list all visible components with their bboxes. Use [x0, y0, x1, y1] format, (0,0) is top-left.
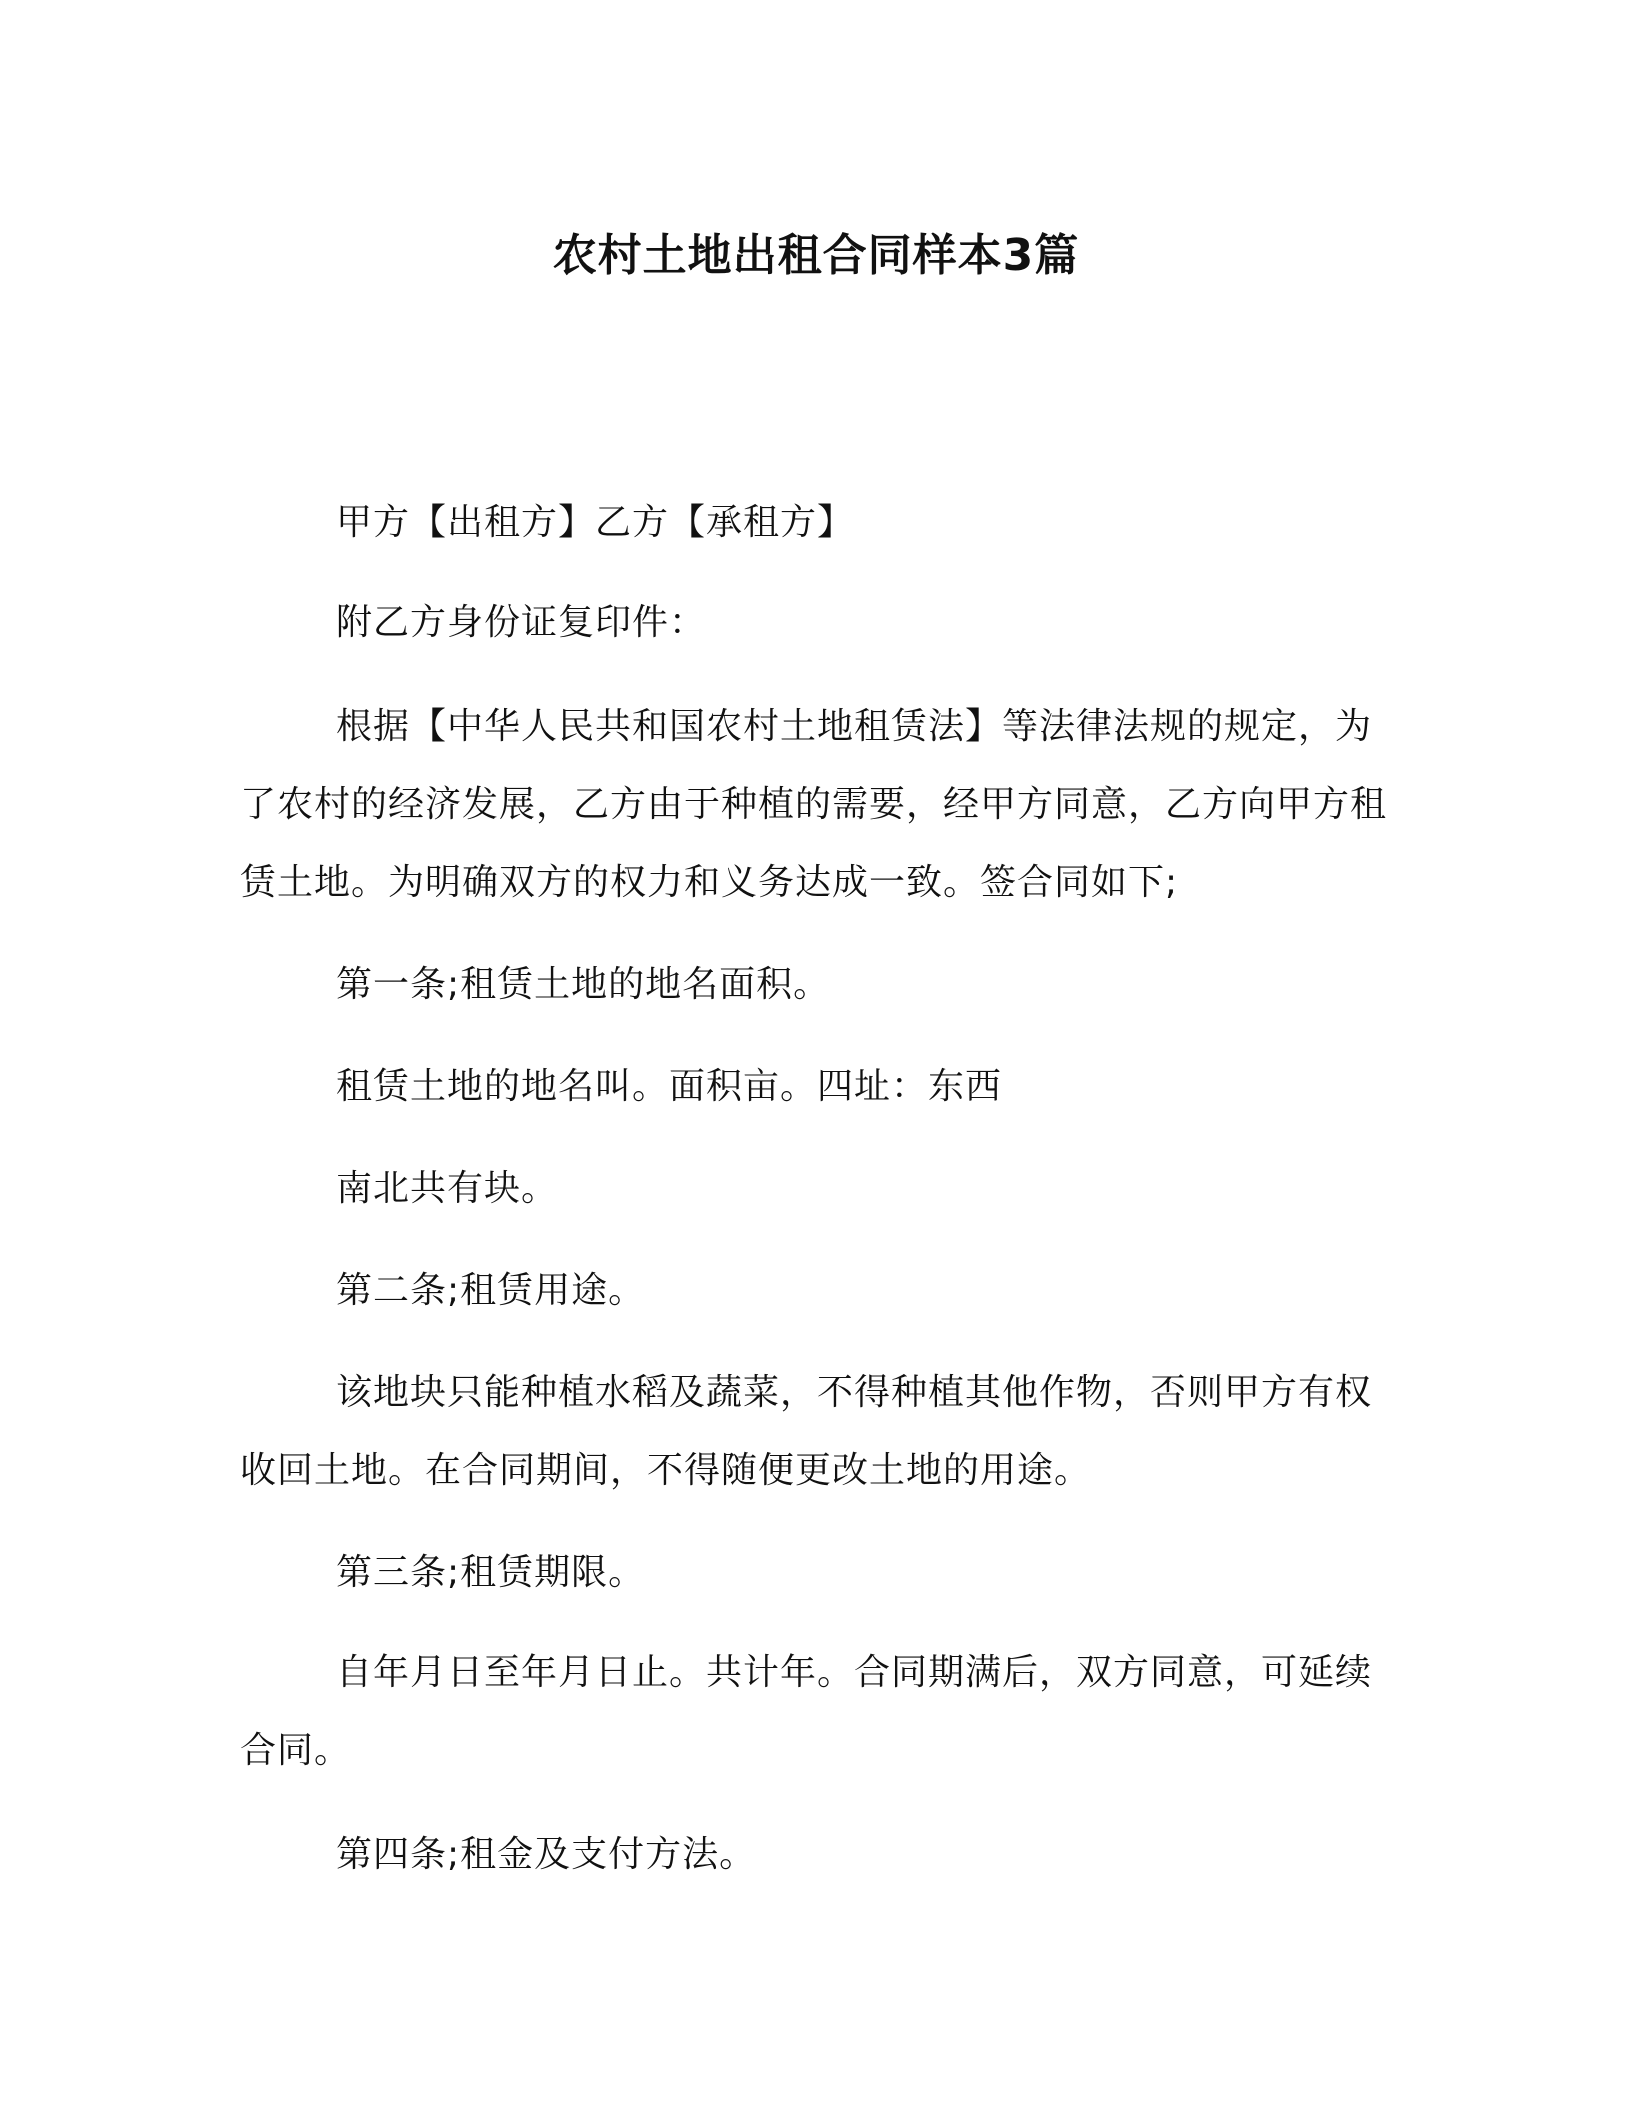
article-3-body: 自年月日至年月日止。共计年。合同期满后，双方同意，可延续合同。 [240, 1652, 1373, 1771]
article-1-heading: 第一条;租赁土地的地名面积。 [336, 964, 831, 1005]
paragraph-preamble: 根据【中华人民共和国农村土地租赁法】等法律法规的规定，为了农村的经济发展，乙方由于种植的需要，经甲方同意，乙方向甲方租赁土地。为明确双方的权力和义务达成一致。签合同如下; [240, 706, 1388, 903]
article-1-body-cont: 南北共有块。 [336, 1168, 559, 1209]
paragraph-id-copy: 附乙方身份证复印件： [336, 602, 707, 643]
article-4-heading: 第四条;租金及支付方法。 [336, 1834, 757, 1875]
article-3-heading: 第三条;租赁期限。 [336, 1552, 646, 1593]
article-2-body: 该地块只能种植水稻及蔬菜，不得种植其他作物，否则甲方有权收回土地。在合同期间，不得随便更改土地的用途。 [240, 1372, 1373, 1491]
article-2-heading: 第二条;租赁用途。 [336, 1270, 646, 1311]
paragraph-parties: 甲方【出租方】乙方【承租方】 [336, 502, 855, 543]
article-1-body: 租赁土地的地名叫。面积亩。四址：东西 [336, 1066, 1003, 1107]
document-title: 农村土地出租合同样本3篇 [552, 230, 1080, 281]
